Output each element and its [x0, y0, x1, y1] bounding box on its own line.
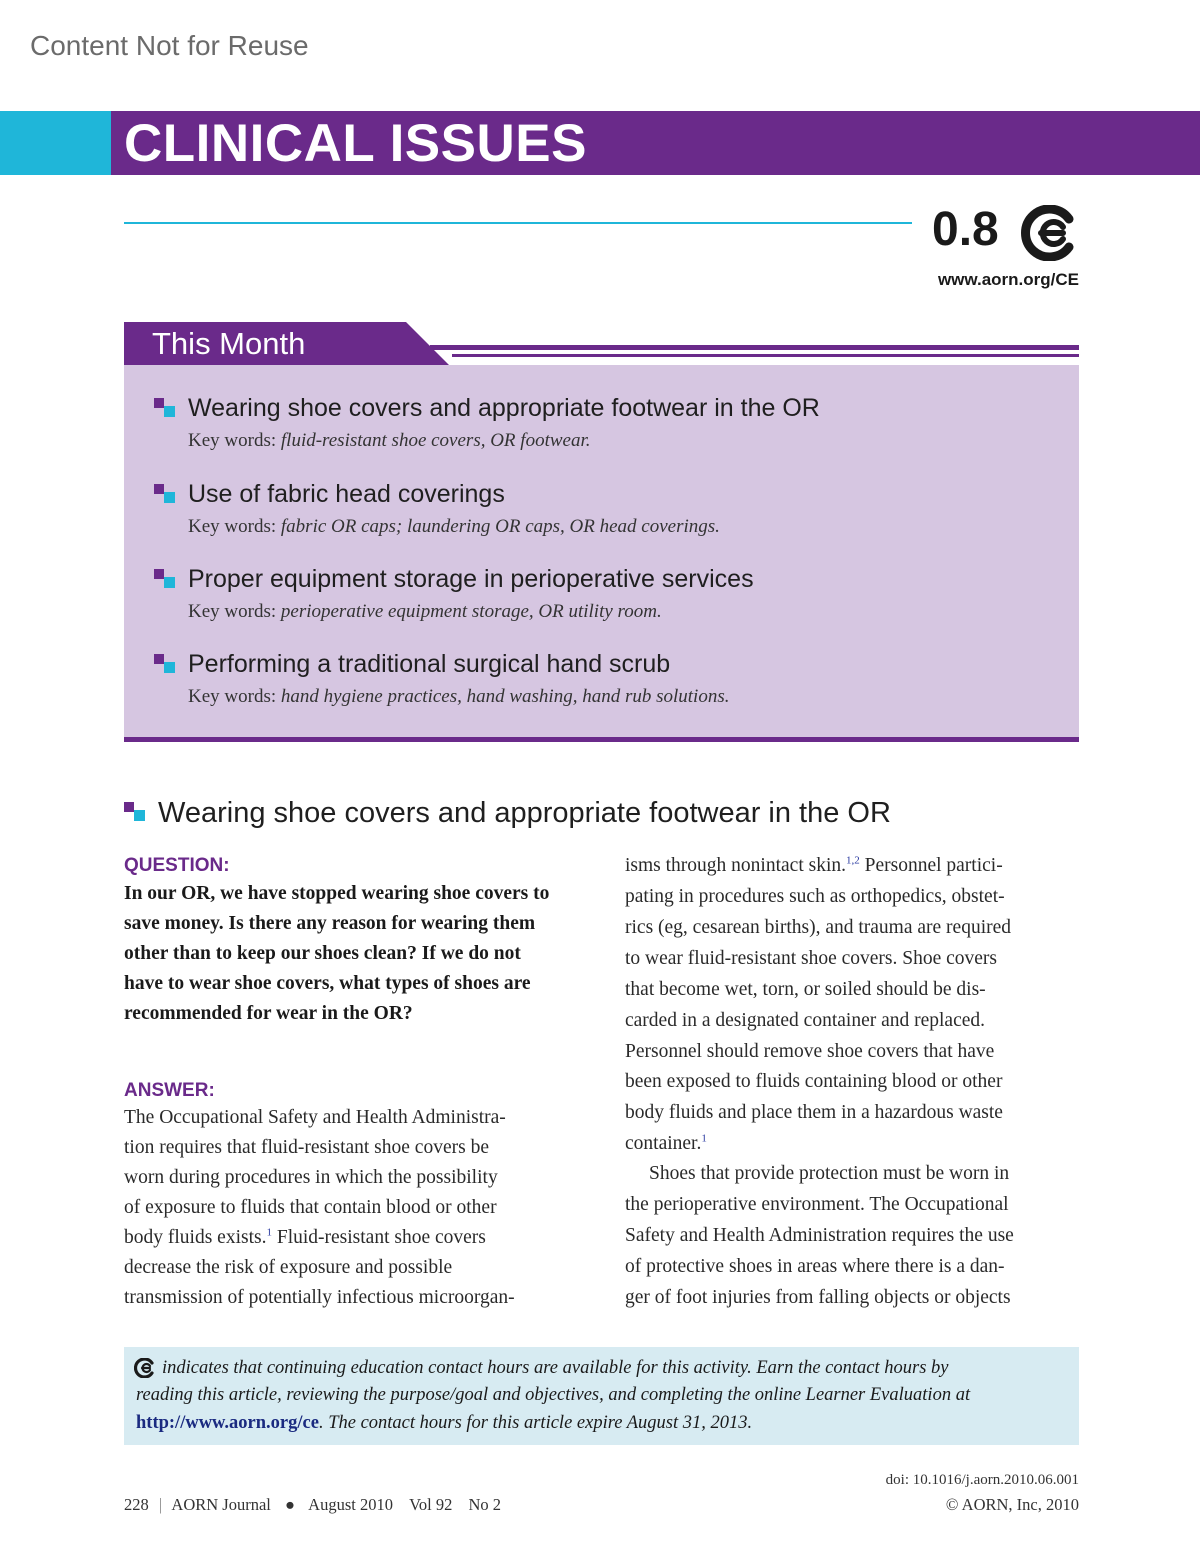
this-month-rule — [452, 354, 1079, 357]
this-month-item-heading: Proper equipment storage in perioperative services — [188, 565, 754, 593]
issue-number: No 2 — [468, 1495, 502, 1514]
answer-line: transmission of potentially infectious microorgan- — [124, 1287, 515, 1308]
question-line: have to wear shoe covers, what types of shoes are — [124, 973, 531, 994]
question-line: In our OR, we have stopped wearing shoe covers to — [124, 883, 550, 904]
answer-text: body fluids exists. — [124, 1227, 267, 1248]
this-month-item-heading: Use of fabric head coverings — [188, 480, 505, 508]
issue-date: August 2010 — [308, 1495, 393, 1514]
ce-evaluation-link[interactable]: http://www.aorn.org/ce — [136, 1413, 319, 1433]
body-line: pating in procedures such as orthopedics, obstet- — [625, 886, 1005, 907]
section-banner-title: CLINICAL ISSUES — [124, 114, 587, 173]
ce-note-line: indicates that continuing education contact hours are available for this activity. Earn the contact hours by — [162, 1358, 949, 1378]
footer-citation: 228 | AORN Journal ● August 2010 Vol 92 No 2 — [124, 1495, 502, 1514]
question-line: save money. Is there any reason for wearing them — [124, 913, 536, 934]
watermark-text: Content Not for Reuse — [30, 30, 309, 61]
this-month-item-keywords — [188, 601, 662, 623]
body-line: carded in a designated container and replaced. — [625, 1010, 986, 1031]
body-text: container. — [625, 1133, 702, 1154]
key-words-label: Key words: — [188, 601, 277, 622]
body-text: Personnel partici- — [859, 855, 1003, 876]
ce-note-line: reading this article, reviewing the purpose/goal and objectives, and completing the online Learner Evaluation at — [136, 1385, 971, 1405]
key-words-label: Key words: — [188, 516, 277, 537]
ce-logo-icon — [1017, 205, 1081, 261]
this-month-rule — [430, 345, 1079, 350]
answer-line: The Occupational Safety and Health Administra- — [124, 1107, 506, 1128]
copyright-text: © AORN, Inc, 2010 — [945, 1495, 1079, 1514]
keywords-text: perioperative equipment storage, OR utility room. — [280, 601, 662, 622]
square-bullet-icon — [124, 802, 146, 824]
answer-line: tion requires that fluid-resistant shoe covers be — [124, 1137, 489, 1158]
this-month-title: This Month — [152, 326, 306, 361]
ce-note-text: . The contact hours for this article expire August 31, 2013. — [318, 1413, 753, 1433]
this-month-item-heading: Performing a traditional surgical hand scrub — [188, 650, 671, 678]
this-month-bottom-rule — [124, 737, 1079, 742]
ce-url-link[interactable]: www.aorn.org/CE — [937, 270, 1079, 289]
body-line — [625, 856, 1003, 876]
key-words-label: Key words: — [188, 430, 277, 451]
answer-label: ANSWER: — [124, 1080, 215, 1101]
body-line: Safety and Health Administration requires the use — [625, 1225, 1014, 1246]
question-line: other than to keep our shoes clean? If we do not — [124, 943, 521, 964]
answer-line: decrease the risk of exposure and possible — [124, 1257, 453, 1278]
body-line: Personnel should remove shoe covers that have — [625, 1041, 995, 1062]
answer-line: worn during procedures in which the possibility — [124, 1167, 498, 1188]
this-month-item-heading: Wearing shoe covers and appropriate footwear in the OR — [188, 394, 820, 422]
reference-superscript[interactable]: 1 — [701, 1132, 707, 1145]
bullet-dot-icon: ● — [284, 1495, 295, 1514]
article-heading: Wearing shoe covers and appropriate footwear in the OR — [158, 797, 891, 829]
volume: Vol 92 — [409, 1495, 453, 1514]
key-words-label: Key words: — [188, 686, 277, 707]
this-month-item-keywords — [188, 686, 729, 708]
square-bullet-icon — [154, 398, 176, 420]
answer-line — [124, 1228, 486, 1248]
article-heading-row — [124, 797, 1084, 833]
square-bullet-icon — [154, 654, 176, 676]
body-line: to wear fluid-resistant shoe covers. Shoe covers — [625, 948, 998, 969]
body-line: that become wet, torn, or soiled should be dis- — [625, 979, 986, 1000]
keywords-text: hand hygiene practices, hand washing, hand rub solutions. — [280, 686, 730, 707]
ce-contact-hours-value: 0.8 — [932, 203, 999, 256]
body-line: been exposed to fluids containing blood or other — [625, 1071, 1003, 1092]
journal-name: AORN Journal — [171, 1495, 271, 1514]
page-number: 228 — [124, 1495, 149, 1514]
body-line: rics (eg, cesarean births), and trauma are required — [625, 917, 1012, 938]
body-line: ger of foot injuries from falling objects or objects — [625, 1287, 1011, 1308]
body-text: isms through nonintact skin. — [625, 855, 846, 876]
question-label: QUESTION: — [124, 855, 230, 876]
reference-superscript[interactable]: 1 — [266, 1226, 272, 1239]
body-line: of protective shoes in areas where there is a dan- — [625, 1256, 1005, 1277]
answer-text: Fluid-resistant shoe covers — [271, 1227, 486, 1248]
keywords-text: fabric OR caps; laundering OR caps, OR head coverings. — [280, 516, 720, 537]
reference-superscript[interactable]: 1,2 — [846, 854, 860, 867]
square-bullet-icon — [154, 569, 176, 591]
ce-note-line — [136, 1413, 752, 1434]
answer-line: of exposure to fluids that contain blood or other — [124, 1197, 497, 1218]
banner-accent — [0, 111, 111, 175]
ce-divider-line — [124, 222, 912, 224]
body-line: the perioperative environment. The Occupational — [625, 1194, 1009, 1215]
body-line: Shoes that provide protection must be worn in — [649, 1163, 1010, 1184]
square-bullet-icon — [154, 484, 176, 506]
ce-logo-icon — [134, 1358, 156, 1378]
this-month-item-keywords — [188, 430, 591, 452]
question-line: recommended for wear in the OR? — [124, 1003, 413, 1024]
keywords-text: fluid-resistant shoe covers, OR footwear. — [280, 430, 591, 451]
doi-text: doi: 10.1016/j.aorn.2010.06.001 — [885, 1472, 1079, 1488]
body-line — [625, 1134, 707, 1154]
this-month-item-keywords — [188, 516, 720, 538]
body-line: body fluids and place them in a hazardous waste — [625, 1102, 1003, 1123]
